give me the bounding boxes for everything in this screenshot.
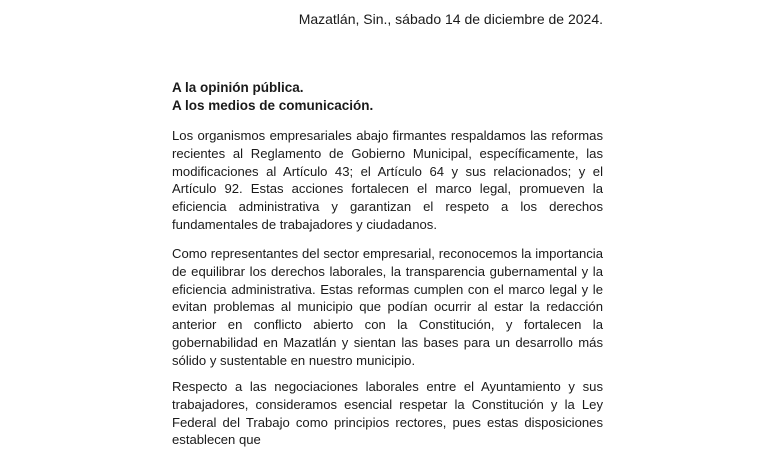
paragraph-support-reforms: Los organismos empresariales abajo firmantes respaldamos las reformas recientes al Reglamento de Gobierno Municipal, específicamente, las modificaciones al Artículo 43; el Artículo 64 y sus relacionados; y el Artículo 92. Estas acciones fortalecen el marco legal, promueven la eficiencia administrativa y garantizan el respeto a los derechos fundamentales de trabajadores y ciudadanos.: [172, 128, 603, 232]
salutation: [172, 79, 373, 115]
paragraph-business-sector: Como representantes del sector empresarial, reconocemos la importancia de equilibrar los derechos laborales, la transparencia gubernamental y la eficiencia administrativa. Estas reformas cumplen con el marco legal y le evitan problemas al municipio que podían ocurrir al estar la redacción anterior en conflicto abierto con la Constitución, y fortalecen la gobernabilidad en Mazatlán y sientan las bases para un desarrollo más sólido y sustentable en nuestro municipio.: [172, 246, 603, 368]
paragraph-labor-negotiations: Respecto a las negociaciones laborales entre el Ayuntamiento y sus trabajadores, consideramos esencial respetar la Constitución y la Ley Federal del Trabajo como principios rectores, pues estas disposiciones establecen que: [172, 379, 603, 448]
salutation-public: A la opinión pública.: [172, 80, 304, 95]
salutation-media: A los medios de comunicación.: [172, 98, 374, 113]
date-line: Mazatlán, Sin., sábado 14 de diciembre de 2024.: [298, 11, 603, 27]
